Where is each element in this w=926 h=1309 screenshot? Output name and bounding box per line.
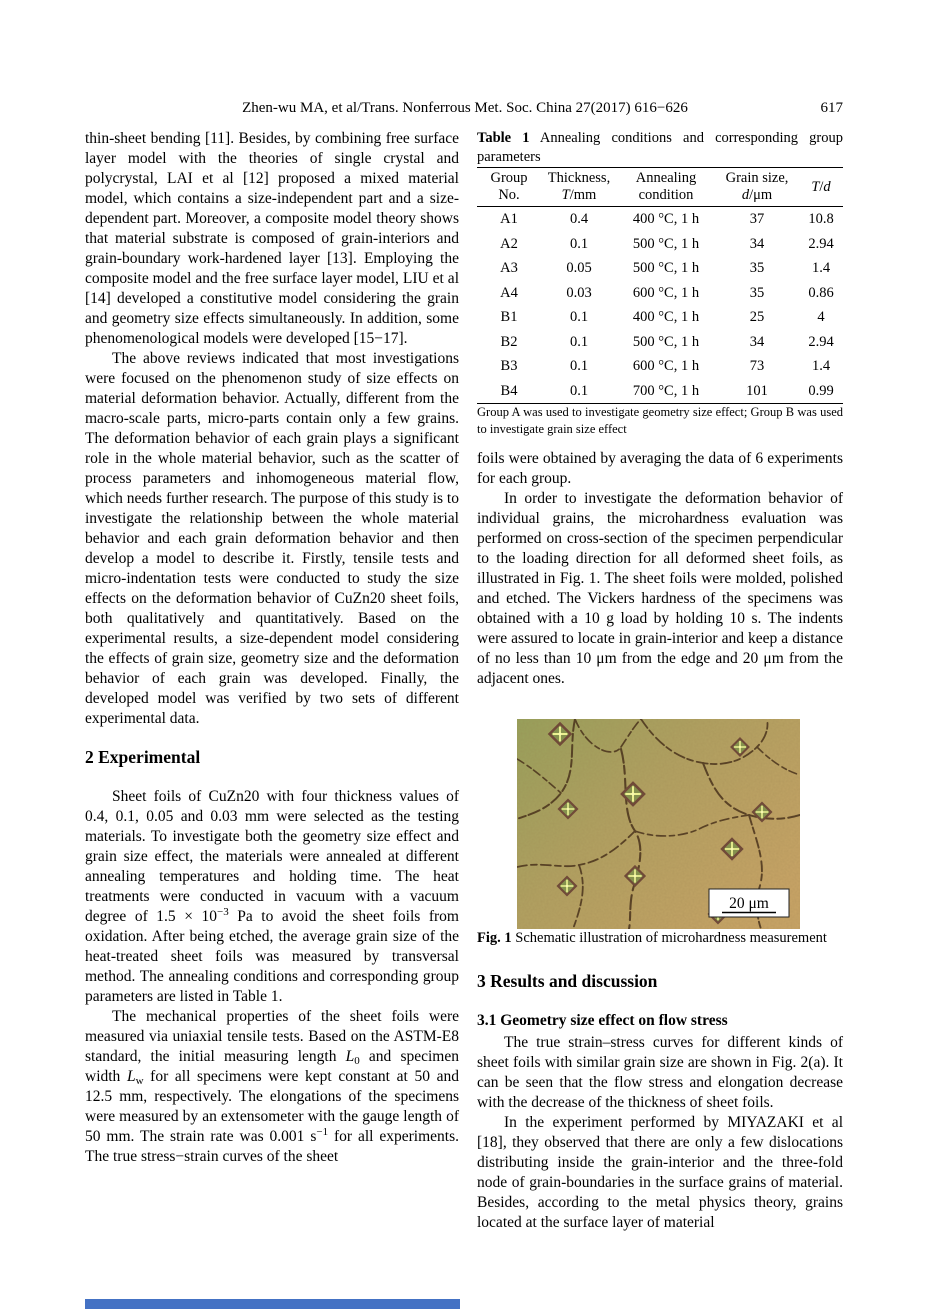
col-header-grain-size: Grain size, d/μm xyxy=(725,170,789,203)
subscript: w xyxy=(135,1075,144,1087)
running-header xyxy=(85,99,845,119)
col-header-group-no: Group No. xyxy=(490,170,528,203)
table-caption xyxy=(477,129,843,167)
scale-bar-label: 20 μm xyxy=(729,895,769,912)
col-header-annealing-condition: Annealing condition xyxy=(635,170,697,203)
paragraph-segment: and specimen width xyxy=(85,1048,459,1085)
figure-caption-text: Schematic illustration of microhardness measurement xyxy=(515,930,827,946)
table-caption-label: Table 1 xyxy=(477,130,530,146)
figure-caption-label: Fig. 1 xyxy=(477,930,512,946)
running-title: Zhen-wu MA, et al/Trans. Nonferrous Met. Soc. China 27(2017) 616−626 xyxy=(242,100,688,116)
variable-symbol: L xyxy=(345,1048,355,1065)
col-header-thickness: Thickness, T/mm xyxy=(547,170,611,203)
bottom-link-highlight-bar xyxy=(85,1299,460,1309)
superscript: −3 xyxy=(217,906,229,918)
figure-1-micrograph xyxy=(517,719,800,929)
scale-bar xyxy=(709,889,789,917)
body-paragraph: foils were obtained by averaging the data of 6 experiments for each group. xyxy=(477,450,843,487)
table-row: B4 0.1 700 °C, 1 h 101 0.99 xyxy=(500,382,834,399)
body-paragraph: The true strain–stress curves for different kinds of sheet foils with similar grain size are shown in Fig. 2(a). It can be seen that the flow stress and elongation decrease with the decrease of the thickness of sheet foils. xyxy=(477,1034,843,1111)
table-row: A2 0.1 500 °C, 1 h 34 2.94 xyxy=(500,235,834,252)
table-row: A3 0.05 500 °C, 1 h 35 1.4 xyxy=(500,260,831,276)
body-paragraph xyxy=(85,1007,459,1167)
right-column xyxy=(477,129,843,1233)
section-heading-results: 3 Results and discussion xyxy=(477,971,658,991)
page-number: 617 xyxy=(820,100,843,116)
paragraph-segment: Pa to avoid the sheet foils from oxidation. After being etched, the average grain size of the heat-treated sheet foils was measured by transversal method. The annealing conditions and corresponding group parameters are listed in Table 1. xyxy=(85,908,459,1005)
body-paragraph xyxy=(85,787,459,1007)
table-row: A1 0.4 400 °C, 1 h 37 10.8 xyxy=(500,211,834,227)
table-row: A4 0.03 600 °C, 1 h 35 0.86 xyxy=(500,284,834,301)
table-caption-text: Annealing conditions and corresponding group parameters xyxy=(477,130,844,165)
left-column xyxy=(85,129,459,1167)
body-paragraph: The above reviews indicated that most investigations were focused on the phenomenon study of size effects on material deformation behavior. Actually, different from the macro-scale parts, micro-parts contain only a few grains. The deformation behavior of each grain plays a significant role in the whole material behavior, such as the scatter of process parameters and inhomogeneous material flow, which needs further research. The purpose of this study is to investigate the relationship between the whole material behavior and each grain deformation behavior and then develop a model to describe it. Firstly, tensile tests and micro-indentation tests were conducted to study the size effects on the deformation behavior of CuZn20 sheet foils, both qualitatively and quantitatively. Based on the experimental results, a size-dependent model considering the effects of grain size, geometry size and the deformation behavior of each grain was developed. Finally, the developed model was verified by two sets of different experimental data. xyxy=(85,350,459,727)
body-paragraph: thin-sheet bending [11]. Besides, by combining free surface layer model with the theories of single crystal and polycrystal, LAI et al [12] proposed a mixed material model, which contains a size-independent part and a size-dependent part. Moreover, a composite model theory shows that material substrate is composed of grain-interiors and grain-boundary work-hardened layer [13]. Employing the composite model and the free surface layer model, LIU et al [14] developed a constitutive model considering the grain and geometry size effects simultaneously. In addition, some phenomenological models were developed [15−17]. xyxy=(85,130,459,347)
table-row: B3 0.1 600 °C, 1 h 73 1.4 xyxy=(500,358,831,374)
section-heading-experimental: 2 Experimental xyxy=(85,747,201,767)
paragraph-segment: for all experiments. The true stress−strain curves of the sheet xyxy=(85,1128,459,1165)
annealing-conditions-table xyxy=(477,167,843,404)
variable-symbol: L xyxy=(126,1068,136,1085)
figure-1-caption xyxy=(477,929,843,948)
superscript: −1 xyxy=(316,1126,329,1138)
body-paragraph: In order to investigate the deformation behavior of individual grains, the microhardness evaluation was performed on cross-section of the specimen perpendicular to the loading direction for all deformed sheet foils, as illustrated in Fig. 1. The sheet foils were molded, polished and etched. The Vickers hardness of the specimens was obtained with a 10 g load by holding 10 s. The indents were assured to locate in grain-interior and keep a distance of no less than 10 μm from the edge and 20 μm from the adjacent ones. xyxy=(477,490,843,687)
body-paragraph: In the experiment performed by MIYAZAKI et al [18], they observed that there are only a few dislocations distributing inside the grain-interior and the three-fold node of grain-boundaries in the surface grains of material. Besides, according to the metal physics theory, grains located at the surface layer of material xyxy=(477,1114,843,1231)
micrograph-image xyxy=(517,719,800,929)
subsection-heading-geometry-size: 3.1 Geometry size effect on flow stress xyxy=(477,1012,728,1029)
col-header-t-over-d: T/d xyxy=(811,178,831,195)
paragraph-segment: for all specimens were kept constant at 50 and 12.5 mm, respectively. The elongations of the specimens were measured by an extensometer with the gauge length of 50 mm. The strain rate was 0.001 s xyxy=(85,1068,459,1145)
table-header-row xyxy=(477,168,843,207)
paragraph-segment: Sheet foils of CuZn20 with four thickness values of 0.4, 0.1, 0.05 and 0.03 mm were selected as the testing materials. To investigate both the geometry size effect and grain size effect, the materials were annealed at different annealing temperatures and holding time. The heat treatments were conducted in vacuum with a vacuum degree of 1.5 × 10 xyxy=(85,788,459,925)
paragraph-segment: The mechanical properties of the sheet foils were measured via uniaxial tensile tests. Based on the ASTM-E8 standard, the initial measuring length xyxy=(85,1008,459,1065)
table-footnote: Group A was used to investigate geometry size effect; Group B was used to investigate grain size effect xyxy=(477,405,843,436)
table-row: B2 0.1 500 °C, 1 h 34 2.94 xyxy=(500,333,834,350)
table-row: B1 0.1 400 °C, 1 h 25 4 xyxy=(500,309,825,325)
subscript: 0 xyxy=(354,1055,360,1067)
